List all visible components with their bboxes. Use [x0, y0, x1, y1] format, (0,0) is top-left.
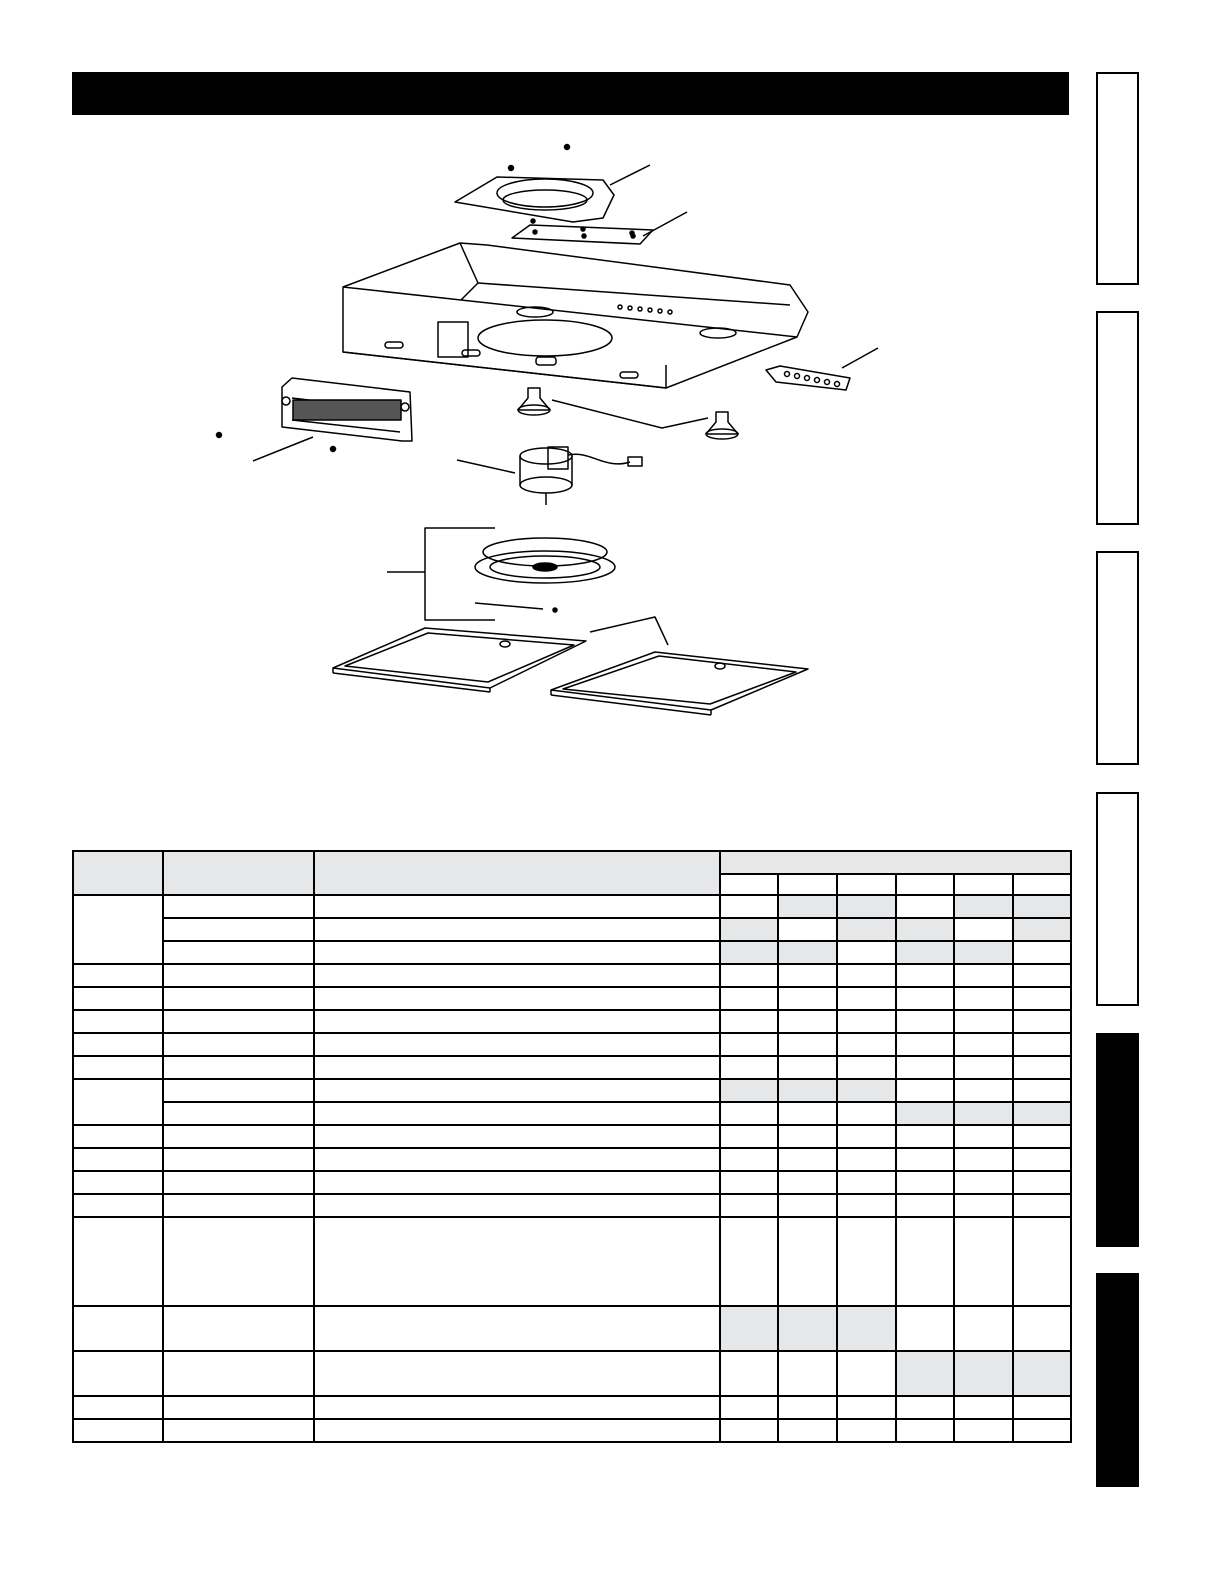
cell-key-no	[73, 895, 163, 964]
cell-model-availability	[896, 895, 954, 918]
cell-model-availability	[720, 1351, 778, 1396]
cell-model-availability	[954, 987, 1013, 1010]
cell-model-availability	[778, 918, 837, 941]
cell-model-availability	[778, 964, 837, 987]
cell-model-availability	[778, 1194, 837, 1217]
header-models	[720, 851, 1071, 874]
cell-model-availability	[954, 1125, 1013, 1148]
cell-model-availability	[1013, 1033, 1071, 1056]
cell-model-availability	[954, 1171, 1013, 1194]
cell-model-availability	[896, 1079, 954, 1102]
cell-model-availability	[1013, 941, 1071, 964]
cell-model-availability	[837, 1125, 896, 1148]
cell-model-availability	[1013, 918, 1071, 941]
cell-description	[314, 1148, 720, 1171]
cell-model-availability	[1013, 1148, 1071, 1171]
cell-key-no	[73, 1033, 163, 1056]
cell-model-availability	[720, 1056, 778, 1079]
cell-model-availability	[778, 1102, 837, 1125]
cell-description	[314, 1010, 720, 1033]
cell-description	[314, 1056, 720, 1079]
screw-top	[565, 145, 570, 150]
wiring-box	[282, 378, 412, 441]
cell-model-availability	[896, 1125, 954, 1148]
cell-model-availability	[896, 1306, 954, 1351]
cell-model-availability	[778, 1351, 837, 1396]
cell-model-availability	[954, 941, 1013, 964]
cell-key-no	[73, 1217, 163, 1306]
table-row	[73, 1419, 1071, 1442]
cell-model-availability	[720, 1033, 778, 1056]
cell-part-no	[163, 1148, 314, 1171]
cell-model-availability	[720, 1171, 778, 1194]
cell-model-availability	[1013, 1351, 1071, 1396]
cell-model-availability	[896, 1033, 954, 1056]
cell-model-availability	[778, 941, 837, 964]
cell-model-availability	[778, 1056, 837, 1079]
cell-model-availability	[720, 1125, 778, 1148]
table-row	[73, 1396, 1071, 1419]
grease-filter-left	[333, 628, 586, 692]
cell-model-availability	[720, 918, 778, 941]
cell-model-availability	[778, 895, 837, 918]
cell-part-no	[163, 1056, 314, 1079]
cell-model-availability	[720, 1419, 778, 1442]
lamp-right	[706, 412, 738, 439]
cell-key-no	[73, 1056, 163, 1079]
switch-board	[766, 366, 850, 390]
side-tab-4[interactable]	[1096, 792, 1139, 1006]
cell-part-no	[163, 1125, 314, 1148]
cell-model-availability	[896, 987, 954, 1010]
cell-model-availability	[720, 1306, 778, 1351]
cell-description	[314, 1033, 720, 1056]
cell-model-availability	[837, 1217, 896, 1306]
cell-model-availability	[837, 941, 896, 964]
header-model-col	[896, 874, 954, 895]
table-row	[73, 1217, 1071, 1306]
cell-key-no	[73, 1010, 163, 1033]
cell-model-availability	[954, 1419, 1013, 1442]
header-key-no	[73, 851, 163, 895]
cell-part-no	[163, 941, 314, 964]
cell-model-availability	[1013, 1306, 1071, 1351]
cell-model-availability	[837, 1171, 896, 1194]
cell-model-availability	[837, 1079, 896, 1102]
cell-key-no	[73, 1125, 163, 1148]
cell-model-availability	[1013, 1171, 1071, 1194]
cell-model-availability	[896, 1351, 954, 1396]
cell-description	[314, 1396, 720, 1419]
screws-wiring-box	[217, 433, 336, 452]
cell-key-no	[73, 1148, 163, 1171]
table-row	[73, 895, 1071, 918]
range-hood-body	[343, 243, 808, 388]
cell-model-availability	[896, 1171, 954, 1194]
cell-description	[314, 941, 720, 964]
cell-model-availability	[954, 1148, 1013, 1171]
leader-switch-board	[842, 348, 878, 368]
table-row	[73, 1148, 1071, 1171]
cell-model-availability	[778, 1217, 837, 1306]
cell-model-availability	[720, 964, 778, 987]
table-row	[73, 1079, 1071, 1102]
table-row	[73, 1194, 1071, 1217]
cell-part-no	[163, 1194, 314, 1217]
table-row	[73, 964, 1071, 987]
cell-model-availability	[954, 1010, 1013, 1033]
blower-wheel	[475, 538, 615, 583]
cell-model-availability	[778, 1419, 837, 1442]
cell-model-availability	[778, 1306, 837, 1351]
table-row	[73, 1033, 1071, 1056]
cell-key-no	[73, 1194, 163, 1217]
table-row	[73, 1351, 1071, 1396]
cell-model-availability	[1013, 1419, 1071, 1442]
cell-model-availability	[720, 1194, 778, 1217]
table-row	[73, 1306, 1071, 1351]
exploded-parts-diagram	[0, 130, 1225, 730]
header-model-col	[778, 874, 837, 895]
cell-model-availability	[1013, 1194, 1071, 1217]
cell-part-no	[163, 1419, 314, 1442]
cell-model-availability	[896, 1217, 954, 1306]
cell-model-availability	[954, 895, 1013, 918]
cell-model-availability	[1013, 1079, 1071, 1102]
header-description	[314, 851, 720, 895]
cell-model-availability	[720, 1148, 778, 1171]
cell-model-availability	[1013, 1396, 1071, 1419]
cell-model-availability	[896, 1010, 954, 1033]
cell-description	[314, 1306, 720, 1351]
fan-nut	[553, 608, 557, 612]
cell-model-availability	[954, 918, 1013, 941]
lamp-left	[518, 388, 550, 415]
cell-model-availability	[954, 1351, 1013, 1396]
header-model-col	[720, 874, 778, 895]
grease-filter-right	[551, 652, 808, 715]
cell-model-availability	[896, 918, 954, 941]
cell-model-availability	[837, 1306, 896, 1351]
cell-model-availability	[954, 1102, 1013, 1125]
cell-model-availability	[720, 1396, 778, 1419]
table-row	[73, 1171, 1071, 1194]
cell-model-availability	[720, 1010, 778, 1033]
cell-model-availability	[1013, 987, 1071, 1010]
table-row	[73, 1010, 1071, 1033]
cell-description	[314, 987, 720, 1010]
cell-model-availability	[837, 1194, 896, 1217]
duct-collar-plate	[455, 177, 614, 222]
header-part-no	[163, 851, 314, 895]
cell-model-availability	[954, 1056, 1013, 1079]
leader-motor	[457, 460, 515, 473]
cell-model-availability	[896, 1102, 954, 1125]
cell-model-availability	[1013, 1010, 1071, 1033]
parts-list-table	[72, 850, 1072, 1443]
cell-model-availability	[896, 1419, 954, 1442]
cell-model-availability	[720, 1217, 778, 1306]
cell-model-availability	[1013, 1125, 1071, 1148]
cell-model-availability	[778, 1079, 837, 1102]
cell-part-no	[163, 1217, 314, 1306]
cell-model-availability	[954, 1033, 1013, 1056]
cell-model-availability	[1013, 1056, 1071, 1079]
cell-key-no	[73, 1419, 163, 1442]
screw-left-top	[509, 166, 514, 171]
cell-model-availability	[778, 1396, 837, 1419]
cell-description	[314, 1125, 720, 1148]
cell-part-no	[163, 895, 314, 918]
cell-key-no	[73, 1306, 163, 1351]
cell-part-no	[163, 918, 314, 941]
side-tab-6-active[interactable]	[1096, 1273, 1139, 1487]
cell-model-availability	[720, 987, 778, 1010]
cell-description	[314, 918, 720, 941]
cell-model-availability	[778, 1033, 837, 1056]
cell-model-availability	[837, 1033, 896, 1056]
cell-key-no	[73, 1079, 163, 1125]
leader-filters	[590, 617, 668, 645]
cell-model-availability	[954, 964, 1013, 987]
table-row	[73, 941, 1071, 964]
side-tab-5-active[interactable]	[1096, 1033, 1139, 1247]
cell-model-availability	[720, 895, 778, 918]
cell-description	[314, 1419, 720, 1442]
cell-model-availability	[778, 1010, 837, 1033]
cell-model-availability	[1013, 895, 1071, 918]
cell-model-availability	[837, 1102, 896, 1125]
cell-key-no	[73, 964, 163, 987]
table-row	[73, 987, 1071, 1010]
leader-bracket	[643, 212, 687, 236]
cell-model-availability	[837, 1419, 896, 1442]
header-model-col	[1013, 874, 1071, 895]
cell-description	[314, 895, 720, 918]
cell-description	[314, 1171, 720, 1194]
cell-model-availability	[896, 1396, 954, 1419]
cell-model-availability	[720, 1102, 778, 1125]
cell-model-availability	[954, 1217, 1013, 1306]
cell-model-availability	[837, 1010, 896, 1033]
table-row	[73, 1125, 1071, 1148]
cell-model-availability	[954, 1194, 1013, 1217]
blower-motor	[520, 447, 642, 505]
cell-description	[314, 1102, 720, 1125]
cell-part-no	[163, 1079, 314, 1102]
cell-key-no	[73, 987, 163, 1010]
cell-model-availability	[1013, 964, 1071, 987]
table-row	[73, 918, 1071, 941]
leader-duct-plate	[610, 165, 650, 185]
cell-model-availability	[896, 964, 954, 987]
cell-description	[314, 1217, 720, 1306]
cell-part-no	[163, 1396, 314, 1419]
cell-model-availability	[720, 1079, 778, 1102]
cell-model-availability	[896, 1194, 954, 1217]
cell-model-availability	[837, 1148, 896, 1171]
cell-part-no	[163, 987, 314, 1010]
cell-part-no	[163, 1033, 314, 1056]
cell-description	[314, 964, 720, 987]
cell-model-availability	[778, 1148, 837, 1171]
cell-model-availability	[1013, 1217, 1071, 1306]
cell-key-no	[73, 1396, 163, 1419]
cell-model-availability	[837, 1056, 896, 1079]
cell-part-no	[163, 1306, 314, 1351]
cell-model-availability	[778, 1125, 837, 1148]
cell-part-no	[163, 1351, 314, 1396]
cell-description	[314, 1351, 720, 1396]
cell-model-availability	[720, 941, 778, 964]
cell-part-no	[163, 1102, 314, 1125]
cell-model-availability	[1013, 1102, 1071, 1125]
cell-model-availability	[837, 1396, 896, 1419]
cell-model-availability	[837, 895, 896, 918]
table-row	[73, 1102, 1071, 1125]
cell-key-no	[73, 1171, 163, 1194]
cell-model-availability	[954, 1306, 1013, 1351]
cell-part-no	[163, 964, 314, 987]
leader-fan-nut	[475, 603, 543, 609]
bracket-fan-assembly	[425, 528, 495, 620]
cell-model-availability	[896, 941, 954, 964]
cell-part-no	[163, 1171, 314, 1194]
leader-lamps	[552, 400, 708, 428]
cell-model-availability	[837, 918, 896, 941]
cell-model-availability	[837, 964, 896, 987]
cell-model-availability	[778, 987, 837, 1010]
cell-model-availability	[837, 987, 896, 1010]
cell-key-no	[73, 1351, 163, 1396]
cell-model-availability	[896, 1148, 954, 1171]
cell-part-no	[163, 1010, 314, 1033]
cell-model-availability	[778, 1171, 837, 1194]
table-row	[73, 1056, 1071, 1079]
cell-model-availability	[896, 1056, 954, 1079]
cell-description	[314, 1079, 720, 1102]
header-model-col	[837, 874, 896, 895]
header-model-col	[954, 874, 1013, 895]
cell-model-availability	[954, 1079, 1013, 1102]
parts-table-body	[73, 895, 1071, 1442]
leader-wiring-box	[253, 437, 313, 461]
cell-model-availability	[837, 1351, 896, 1396]
cell-model-availability	[954, 1396, 1013, 1419]
cell-description	[314, 1194, 720, 1217]
section-title-bar	[72, 72, 1069, 115]
